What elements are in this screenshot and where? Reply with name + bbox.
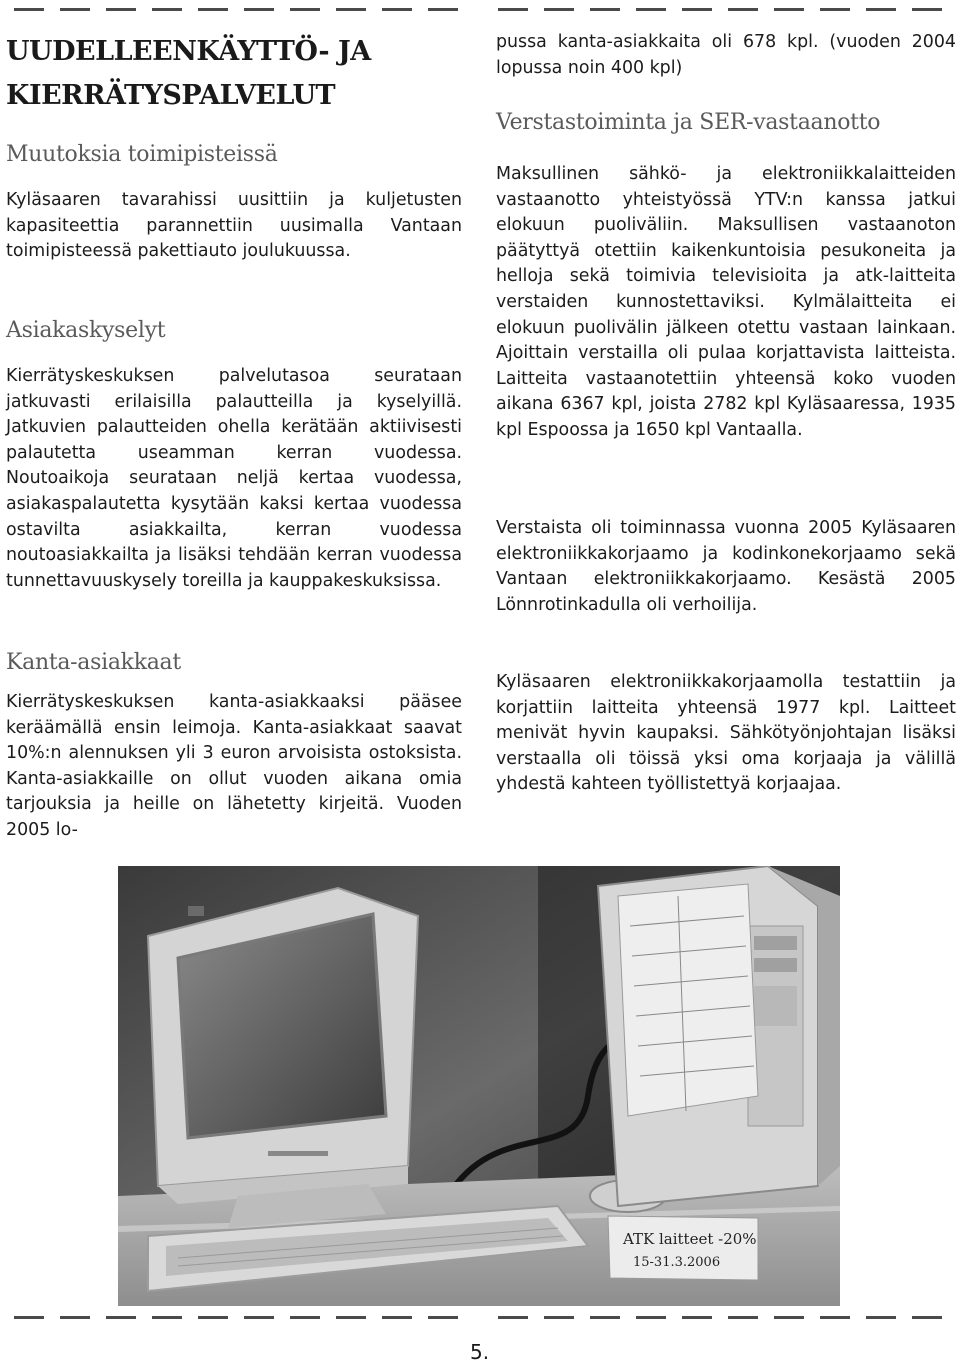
paragraph-elektroniikkakorjaamo: Kyläsaaren elektroniikkakorjaamolla testattiin ja korjattiin laitteita yhteensä 1977 kpl. Laitteet menivät hyvin kaupaksi. Sähkötyönjohtajan lisäksi verstaalla oli töissä yksi oma korjaaja ja välillä yhdestä kahteen työllistettyä korjaajaa.: [496, 672, 956, 795]
section-heading-asiakaskyselyt: Asiakaskyselyt: [6, 318, 166, 343]
section-heading-verstastoiminta: Verstastoiminta ja SER-vastaanotto: [496, 110, 881, 135]
paragraph-verstaat: Verstaista oli toiminnassa vuonna 2005 Kyläsaaren elektroniikkakorjaamo ja kodinkonekorjaamo sekä Vantaan elektroniikkakorjaamo. Kesästä 2005 Lönnrotinkadulla oli verhoilija.: [496, 518, 956, 615]
section-text-toimipisteet: Kyläsaaren tavarahissi uusittiin ja kuljetusten kapasiteettia parannettiin uusimalla Vantaan toimipisteessä pakettiauto joulukuussa.: [6, 190, 462, 262]
sign-text-line2: 15-31.3.2006: [633, 1255, 721, 1270]
top-dashed-rule: [0, 8, 960, 12]
bottom-dashed-rule: [0, 1316, 960, 1320]
computer-tower: [598, 866, 840, 1206]
section-heading-toimipisteet: Muutoksia toimipisteissä: [6, 142, 278, 167]
monitor: [148, 888, 418, 1228]
page-number: 5.: [470, 1340, 490, 1364]
price-sign: [608, 1216, 758, 1280]
section-text-asiakaskyselyt: Kierrätyskeskuksen palvelutasoa seurataan jatkuvasti erilaisilla palautteilla ja kyselyillä. Jatkuvien palautteiden ohella kerätään aktiivisesti palautetta useamman kerran vuodessa. Noutoaikoja seurataan neljä kertaa vuodessa, asiakaspalautetta kysytään kaksi kertaa vuodessa ostavilta asiakkailta, kerran vuodessa noutoasiakkailta ja lisäksi tehdään kerran vuodessa tunnettavuuskysely toreilla ja kauppakeskuksissa.: [6, 366, 462, 591]
page-title: UUDELLEENKÄYTTÖ- JA KIERRÄTYSPALVELUT: [6, 36, 371, 111]
photo-computer-equipment: [118, 866, 840, 1306]
section-text-kanta-asiakkaat: Kierrätyskeskuksen kanta-asiakkaaksi pääsee keräämällä ensin leimoja. Kanta-asiakkaat saavat 10%:n alennuksen yli 3 euron arvoisista ostoksista. Kanta-asiakkaille on ollut vuoden aikana omia tarjouksia ja heille on lähetetty kirjeitä. Vuoden 2005 lo-: [6, 692, 462, 840]
continued-text: pussa kanta-asiakkaita oli 678 kpl. (vuoden 2004 lopussa noin 400 kpl): [496, 32, 956, 78]
section-heading-kanta-asiakkaat: Kanta-asiakkaat: [6, 650, 181, 675]
paragraph-ser-vastaanotto: Maksullinen sähkö- ja elektroniikkalaitteiden vastaanotto yhteistyössä YTV:n kanssa jatkui elokuun puoliväliin. Maksullisen vastaanoton päätyttyä otettiin kaikenkuntoisia pesukoneita ja helloja sekä toimivia televisioita ja atk-laitteita verstaiden kunnostettaviksi. Kylmälaitteita ei elokuun puolivälin jälkeen otettu vastaan lainkaan. Ajoittain verstailla oli pulaa korjattavista laitteista. Laitteita vastaanotettiin yhteensä koko vuoden aikana 6367 kpl, joista 2782 kpl Kyläsaaressa, 1935 kpl Espoossa ja 1650 kpl Vantaalla.: [496, 164, 956, 440]
sign-text-line1: ATK laitteet -20%: [623, 1230, 757, 1248]
